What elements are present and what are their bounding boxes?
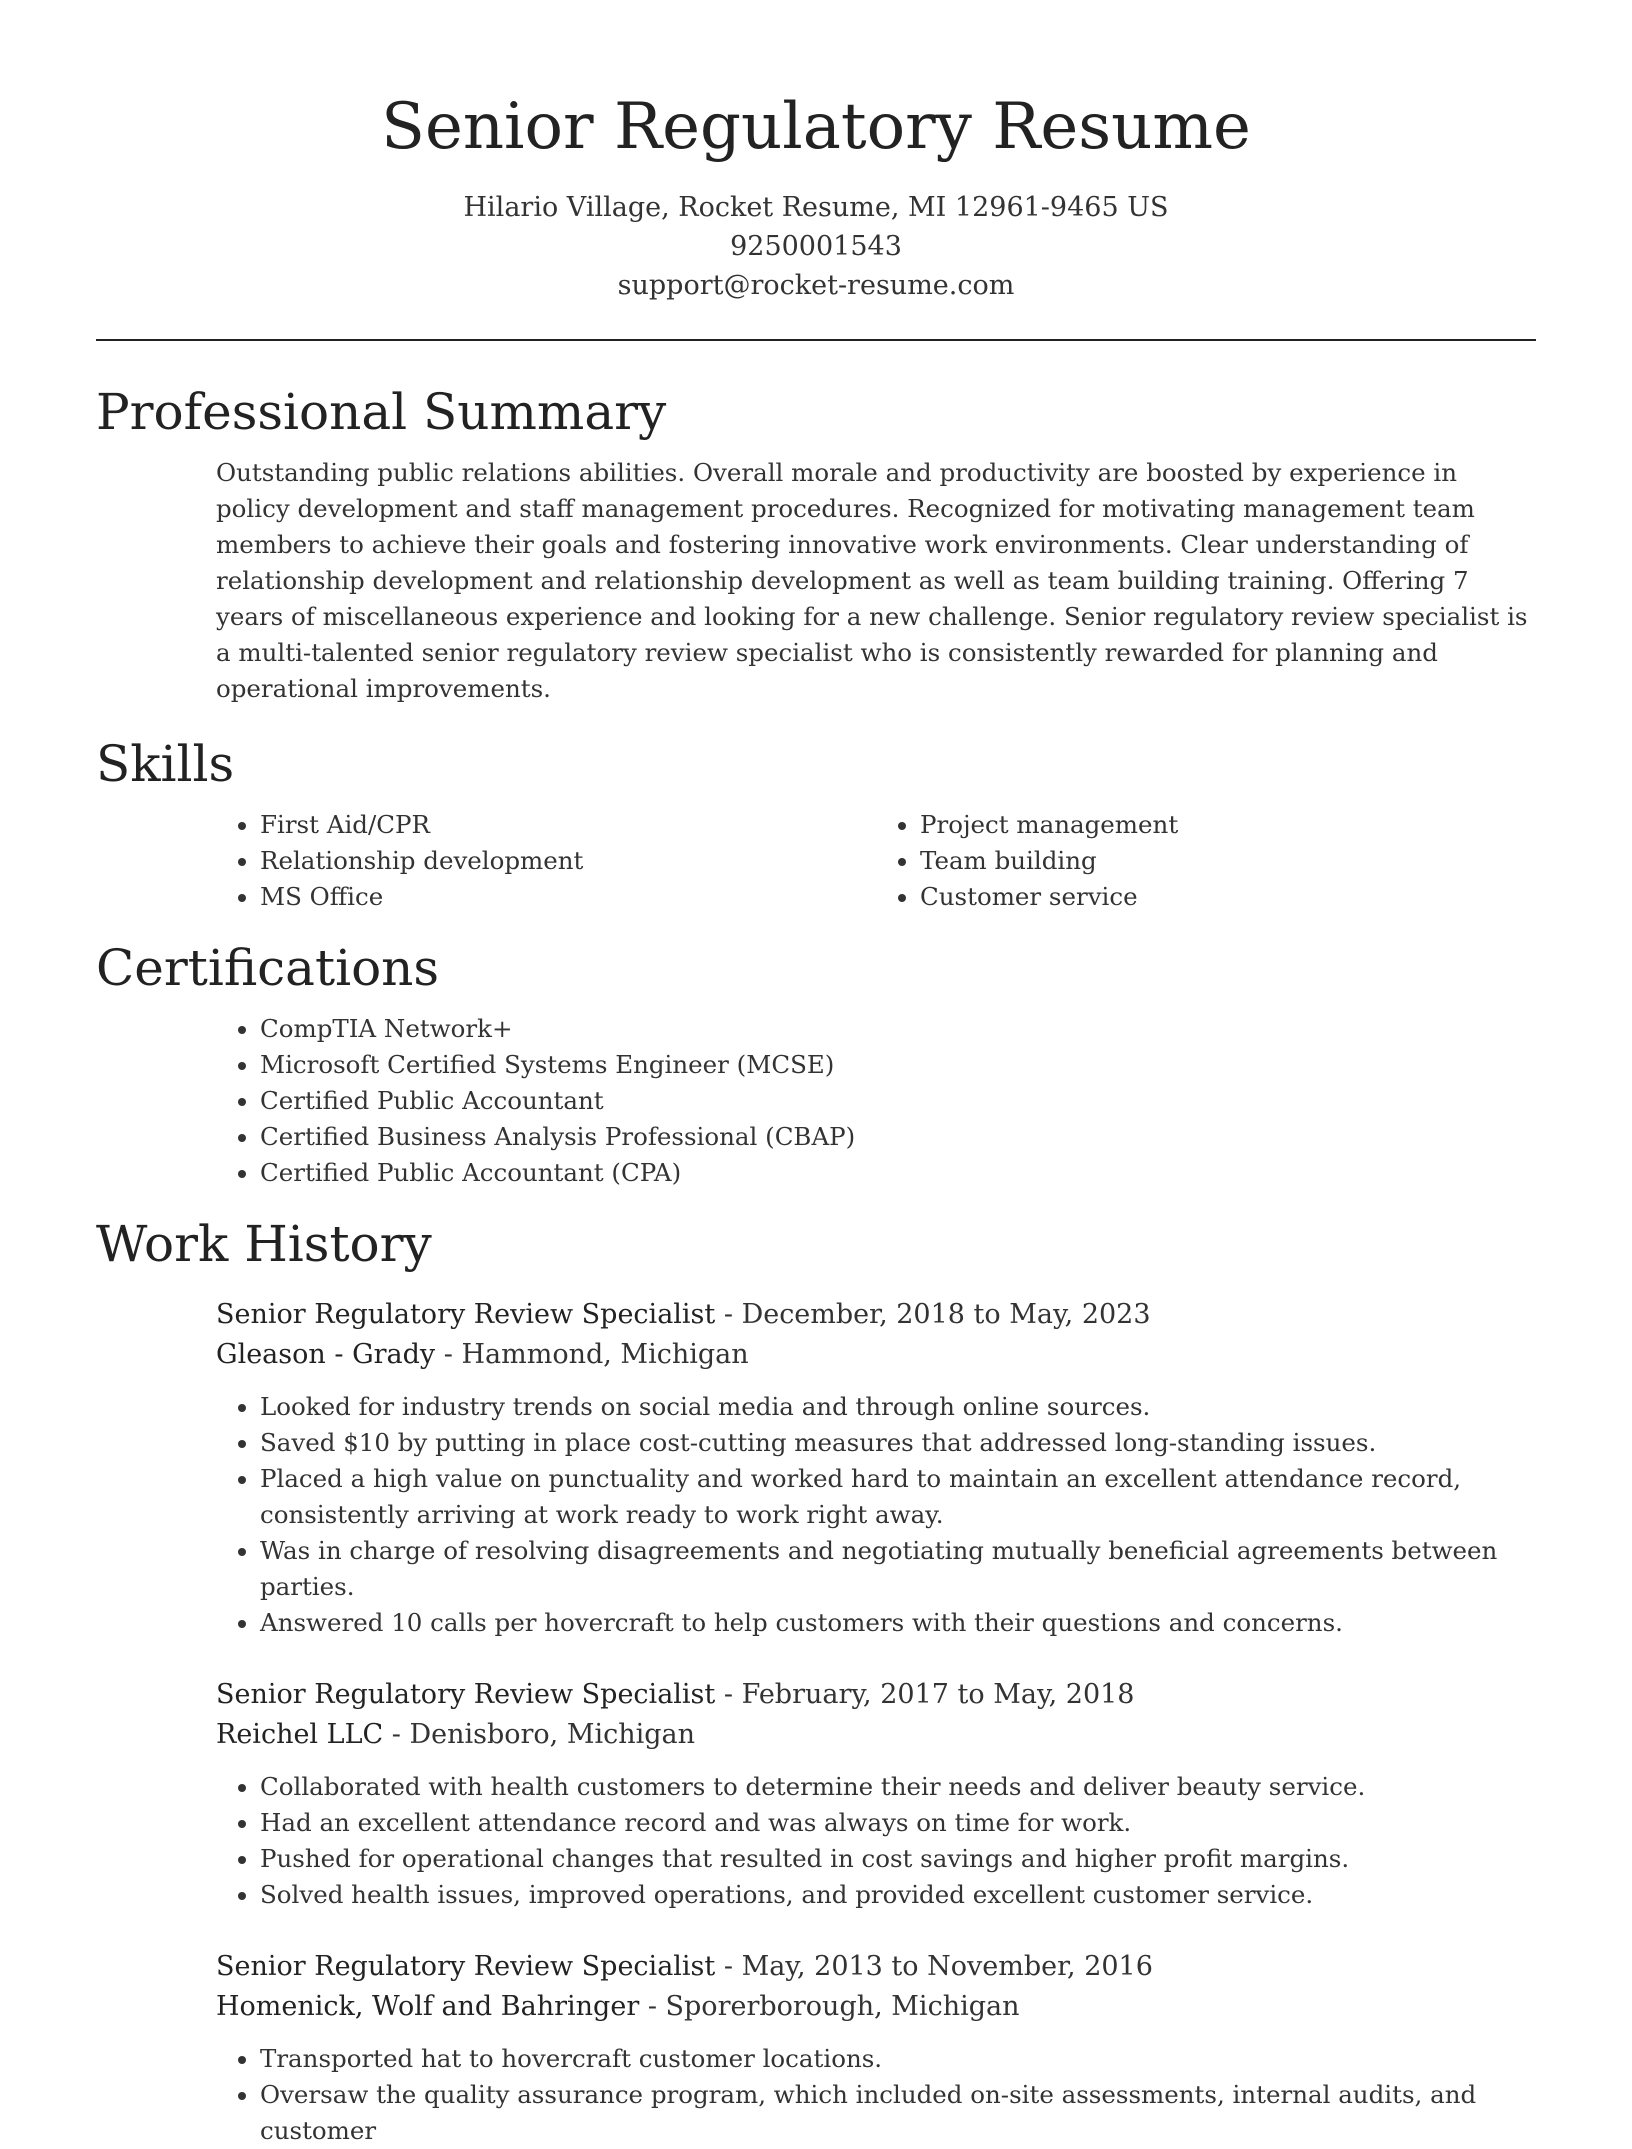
job-bullet: • Transported hat to hovercraft customer locations. [260,2041,1536,2077]
job-dates: December, 2018 to May, 2023 [741,1299,1151,1330]
certification-item: • Certified Business Analysis Professional (CBAP) [260,1119,1536,1155]
job-role-line [216,1675,1536,1715]
job-bullet: • Oversaw the quality assurance program, which included on-site assessments, internal audits, and customer [260,2077,1536,2149]
job-bullets [216,1769,1536,1913]
section-title-summary: Professional Summary [96,383,667,441]
summary-text: Outstanding public relations abilities. Overall morale and productivity are boosted by experience in policy development and staff management procedures. Recognized for motivating management team members to achieve their goals and fostering innovative work environments. Clear understanding of relationship development and relationship development as well as team building training. Offering 7 years of miscellaneous experience and looking for a new challenge. Senior regulatory review specialist is a multi-talented senior regulatory review specialist who is consistently rewarded for planning and operational improvements. [216,458,1528,703]
job-entry [216,1295,1536,1641]
contact-email: support@rocket-resume.com [617,270,1015,301]
certification-item: • Certified Public Accountant [260,1083,1536,1119]
job-bullet: • Pushed for operational changes that resulted in cost savings and higher profit margins. [260,1841,1536,1877]
job-entry [216,1947,1536,2149]
skills-column-left [216,807,876,915]
certification-item: • Certified Public Accountant (CPA) [260,1155,1536,1191]
job-role-line [216,1947,1536,1987]
skill-item: • Project management [920,807,1536,843]
job-bullet: • Collaborated with health customers to determine their needs and deliver beauty service. [260,1769,1536,1805]
job-role: Senior Regulatory Review Specialist [216,1951,716,1982]
job-location: Hammond, Michigan [461,1339,749,1370]
job-bullet: • Saved $10 by putting in place cost-cutting measures that addressed long-standing issues. [260,1425,1536,1461]
job-company: Reichel LLC [216,1719,384,1750]
skill-item: • Team building [920,843,1536,879]
contact-block [96,188,1536,305]
resume-title: Senior Regulatory Resume [381,90,1251,164]
job-bullet: • Looked for industry trends on social media and through online sources. [260,1389,1536,1425]
certification-item: • CompTIA Network+ [260,1011,1536,1047]
section-title-certifications: Certifications [96,939,440,997]
job-bullet: • Placed a high value on punctuality and worked hard to maintain an excellent attendance record, consistently arriving at work ready to work right away. [260,1461,1536,1533]
job-bullet: • Had an excellent attendance record and was always on time for work. [260,1805,1536,1841]
job-company-line [216,1987,1536,2027]
section-title-work-history: Work History [96,1215,432,1273]
job-separator: - [715,1951,742,1982]
job-company-line [216,1715,1536,1755]
section-title-skills: Skills [96,735,235,793]
skills-column-right [876,807,1536,915]
skills-list [216,807,1536,915]
job-separator: - [639,1991,666,2022]
skill-item: • Customer service [920,879,1536,915]
job-separator: - [435,1339,462,1370]
job-bullet: • Solved health issues, improved operations, and provided excellent customer service. [260,1877,1536,1913]
job-role-line [216,1295,1536,1335]
job-dates: May, 2013 to November, 2016 [741,1951,1153,1982]
job-bullet: • Was in charge of resolving disagreements and negotiating mutually beneficial agreements between parties. [260,1533,1536,1605]
skill-item: • Relationship development [260,843,876,879]
job-separator: - [715,1299,742,1330]
job-location: Denisboro, Michigan [409,1719,696,1750]
job-entry [216,1675,1536,1913]
job-dates: February, 2017 to May, 2018 [741,1679,1135,1710]
skill-item: • First Aid/CPR [260,807,876,843]
certification-item: • Microsoft Certified Systems Engineer (MCSE) [260,1047,1536,1083]
job-role: Senior Regulatory Review Specialist [216,1299,716,1330]
job-location: Sporerborough, Michigan [665,1991,1020,2022]
job-company: Homenick, Wolf and Bahringer [216,1991,640,2022]
contact-phone: 9250001543 [730,231,902,262]
job-role: Senior Regulatory Review Specialist [216,1679,716,1710]
job-separator: - [715,1679,742,1710]
job-bullet: • Answered 10 calls per hovercraft to help customers with their questions and concerns. [260,1605,1536,1641]
header-divider [96,339,1536,341]
job-separator: - [383,1719,410,1750]
resume-page [96,0,1536,2149]
job-company: Gleason - Grady [216,1339,436,1370]
job-bullets [216,1389,1536,1641]
job-bullets [216,2041,1536,2149]
contact-address: Hilario Village, Rocket Resume, MI 12961-9465 US [463,192,1169,223]
skill-item: • MS Office [260,879,876,915]
resume-header [96,0,1536,305]
job-company-line [216,1335,1536,1375]
certifications-list [216,1011,1536,1191]
